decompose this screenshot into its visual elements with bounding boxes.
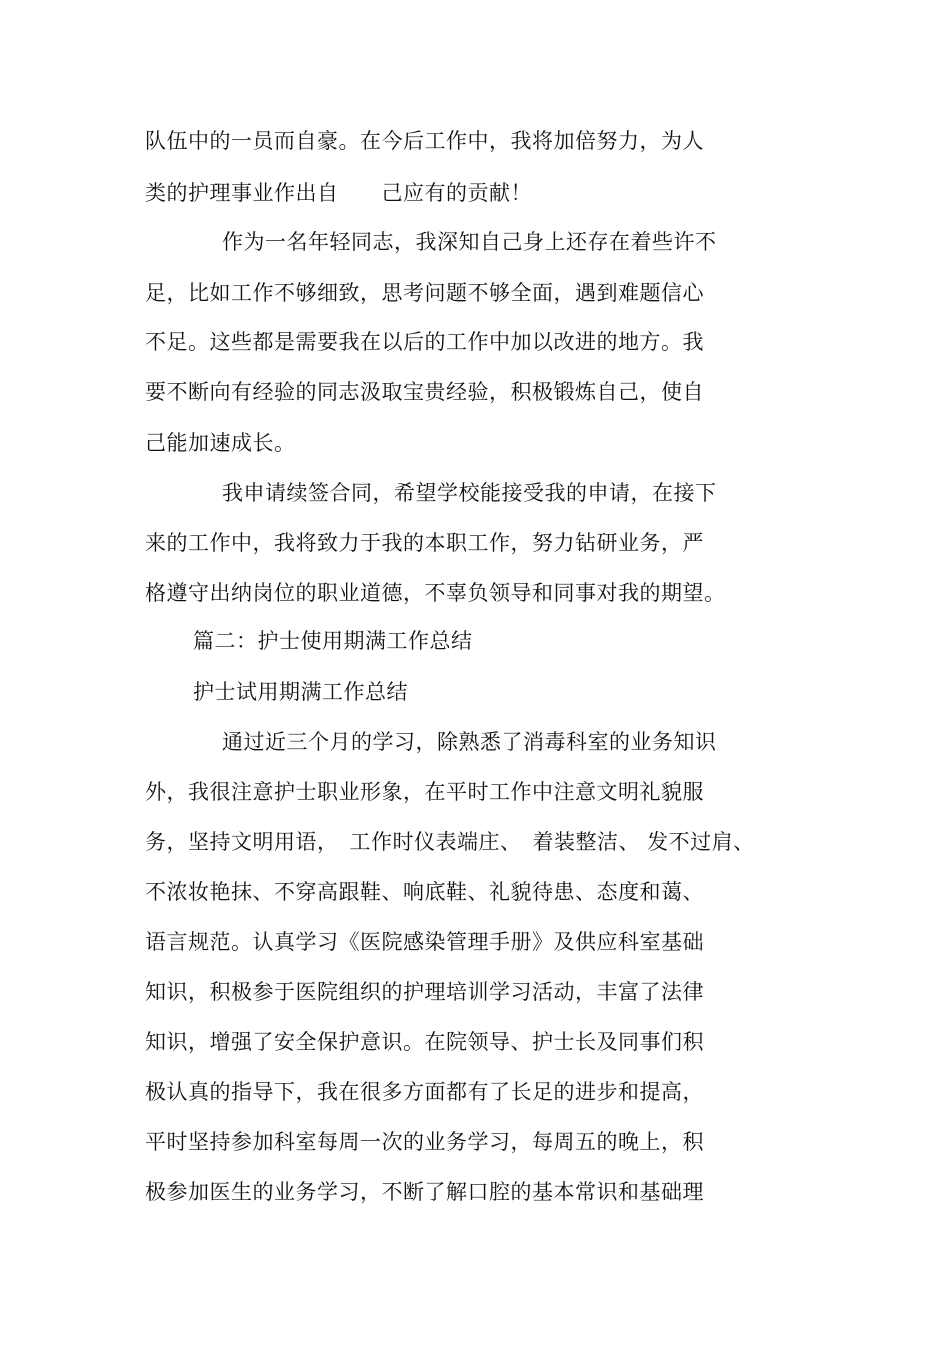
body-text-line: 知识，积极参于医院组织的护理培训学习活动，丰富了法律 [145, 980, 704, 1004]
body-text-line: 足，比如工作不够细致，思考问题不够全面，遇到难题信心 [145, 281, 704, 305]
body-text-line: 不足。这些都是需要我在以后的工作中加以改进的地方。我 [145, 330, 704, 354]
body-text-line: 外，我很注意护士职业形象，在平时工作中注意文明礼貌服 [145, 780, 704, 804]
body-text-line: 己能加速成长。 [145, 431, 296, 455]
body-text-line: 语言规范。认真学习《医院感染管理手册》及供应科室基础 [145, 930, 704, 954]
paragraph-first-line: 通过近三个月的学习，除熟悉了消毒科室的业务知识 [222, 730, 717, 754]
body-text-line: 务，坚持文明用语， 工作时仪表端庄、 着装整洁、 发不过肩、 [145, 830, 755, 854]
section-heading: 篇二：护士使用期满工作总结 [193, 629, 473, 653]
body-text-line: 格遵守出纳岗位的职业道德，不辜负领导和同事对我的期望。 [145, 581, 726, 605]
paragraph-first-line: 作为一名年轻同志，我深知自己身上还存在着些许不 [222, 230, 717, 254]
paragraph-first-line: 我申请续签合同，希望学校能接受我的申请，在接下 [222, 481, 717, 505]
body-text-line: 队伍中的一员而自豪。在今后工作中，我将加倍努力，为人 [145, 129, 704, 153]
body-text-line: 类的护理事业作出自 己应有的贡献！ [145, 181, 532, 205]
body-text-line: 平时坚持参加科室每周一次的业务学习，每周五的晚上，积 [145, 1130, 704, 1154]
body-text-line: 极参加医生的业务学习，不断了解口腔的基本常识和基础理 [145, 1180, 704, 1204]
body-text-line: 来的工作中，我将致力于我的本职工作，努力钻研业务，严 [145, 531, 704, 555]
body-text-line: 极认真的指导下，我在很多方面都有了长足的进步和提高， [145, 1080, 704, 1104]
section-title: 护士试用期满工作总结 [193, 680, 408, 704]
body-text-line: 知识，增强了安全保护意识。在院领导、护士长及同事们积 [145, 1030, 704, 1054]
body-text-line: 不浓妆艳抹、不穿高跟鞋、响底鞋、礼貌待患、态度和蔼、 [145, 880, 704, 904]
body-text-line: 要不断向有经验的同志汲取宝贵经验，积极锻炼自己，使自 [145, 380, 704, 404]
